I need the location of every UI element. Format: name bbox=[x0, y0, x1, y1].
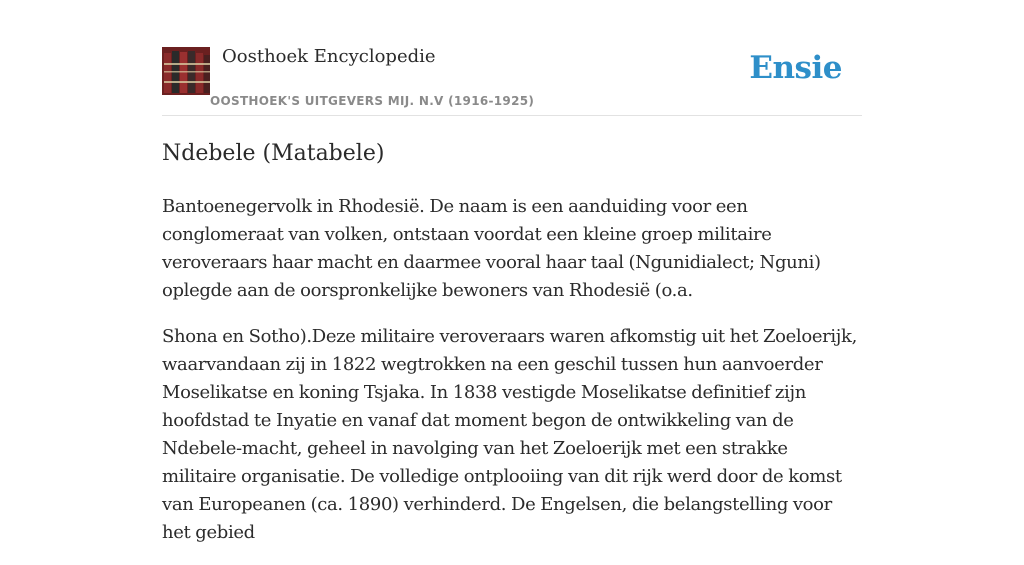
source-name[interactable]: Oosthoek Encyclopedie bbox=[222, 46, 436, 67]
article-body bbox=[162, 193, 862, 565]
article-title: Ndebele (Matabele) bbox=[162, 141, 385, 166]
book-spines-icon bbox=[162, 47, 210, 95]
source-avatar[interactable] bbox=[162, 47, 210, 95]
source-subtitle: OOSTHOEK'S UITGEVERS MIJ. N.V (1916-1925) bbox=[210, 94, 535, 108]
source-header bbox=[162, 46, 862, 116]
brand-logo[interactable]: Ensie bbox=[749, 50, 842, 86]
article-paragraph: Shona en Sotho).Deze militaire veroveraars waren afkomstig uit het Zoeloerijk, waarvandaan zij in 1822 wegtrokken na een geschil tussen hun aanvoerder Moselikatse en koning Tsjaka. In 1838 vestigde Moselikatse definitief zijn hoofdstad te Inyatie en vanaf dat moment begon de ontwikkeling van de Ndebele-macht, geheel in navolging van het Zoeloerijk met een strakke militaire organisatie. De volledige ontplooiing van dit rijk werd door de komst van Europeanen (ca. 1890) verhinderd. De Engelsen, die belangstelling voor het gebied bbox=[162, 326, 857, 543]
article-paragraph: Bantoenegervolk in Rhodesië. De naam is een aanduiding voor een conglomeraat van volken, ontstaan voordat een kleine groep militaire veroveraars haar macht en daarmee vooral haar taal (Ngunidialect; Nguni) oplegde aan de oorspronkelijke bewoners van Rhodesië (o.a. bbox=[162, 196, 821, 301]
